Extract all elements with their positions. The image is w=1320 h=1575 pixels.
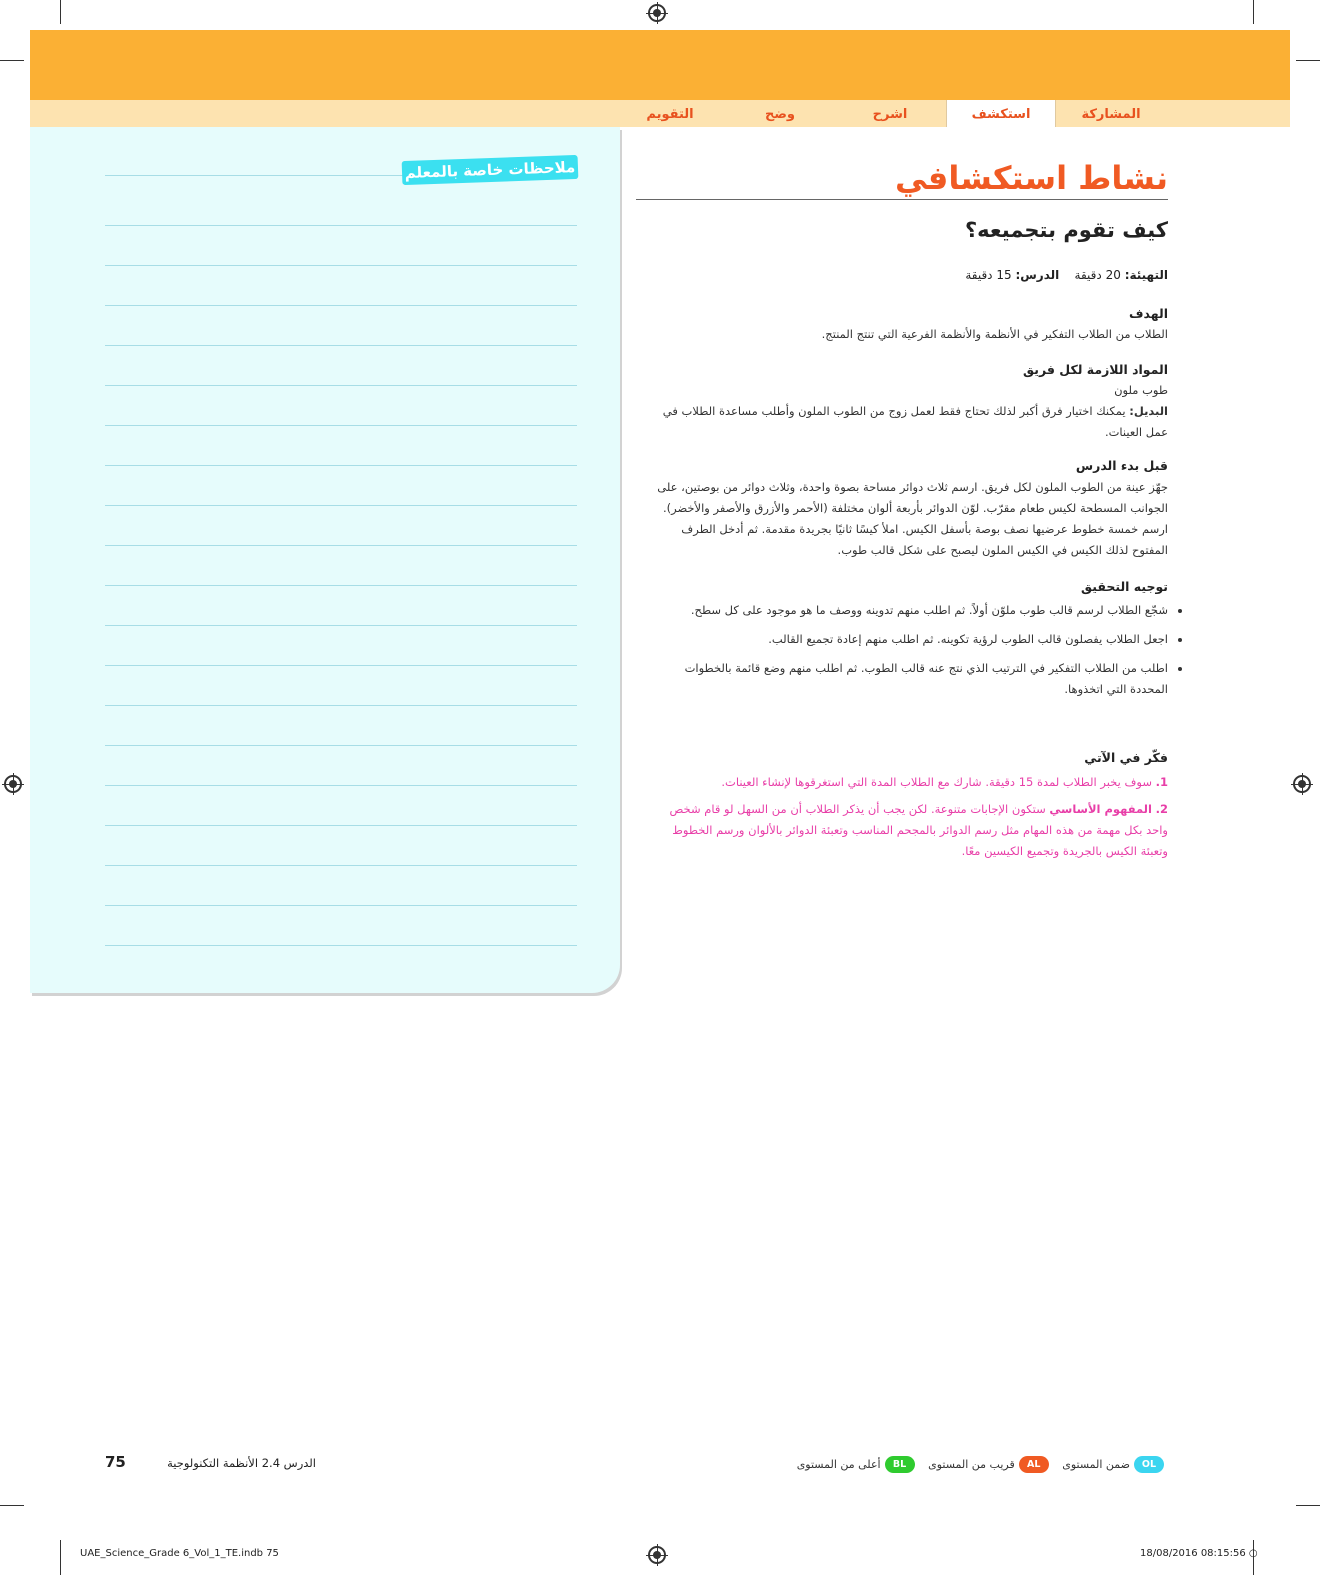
teacher-notes-title: ملاحظات خاصة بالمعلم <box>402 155 579 185</box>
note-line <box>105 585 577 586</box>
tab-evaluate[interactable]: التقويم <box>646 107 694 122</box>
level-ol-label: ضمن المستوى <box>1062 1458 1130 1471</box>
list-item <box>650 772 1168 793</box>
note-line <box>105 705 577 706</box>
file-slug: UAE_Science_Grade 6_Vol_1_TE.indb 75 <box>80 1548 279 1559</box>
list-item: • اطلب من الطلاب التفكير في الترتيب الذي نتج عنه قالب الطوب. ثم اطلب منهم وضع قائمة بالخطوات المحددة التي اتخذوها. <box>650 658 1168 700</box>
note-line <box>105 385 577 386</box>
note-line <box>105 175 405 176</box>
crop-mark <box>1253 0 1254 24</box>
level-bl-label: أعلى من المستوى <box>796 1458 881 1471</box>
list-item <box>650 799 1168 862</box>
activity-question: كيف تقوم بتجميعه؟ <box>965 218 1168 242</box>
print-timestamp: 18/08/2016 08:15:56 ○ <box>1140 1548 1258 1559</box>
crop-mark <box>0 60 24 61</box>
timing-value: 20 دقيقة <box>1074 268 1121 282</box>
note-line <box>105 865 577 866</box>
timing-label: التهيئة: <box>1124 268 1168 282</box>
crop-mark <box>60 1540 61 1575</box>
goal-heading: الهدف <box>1129 306 1168 321</box>
note-line <box>105 345 577 346</box>
activity-title: نشاط استكشافي <box>895 159 1168 197</box>
tab-engage[interactable]: المشاركة <box>1081 107 1141 122</box>
lesson-reference: الدرس 2.4 الأنظمة التكنولوجية <box>167 1456 316 1470</box>
note-line <box>105 505 577 506</box>
note-line <box>105 945 577 946</box>
note-line <box>105 265 577 266</box>
title-divider <box>636 199 1168 200</box>
registration-mark-icon <box>648 4 666 22</box>
note-line <box>105 625 577 626</box>
registration-mark-icon <box>1293 775 1311 793</box>
materials-item: طوب ملون <box>1114 383 1168 397</box>
note-line <box>105 785 577 786</box>
investigation-heading: توجيه التحقيق <box>1080 579 1168 594</box>
item-number: 2. <box>1155 802 1168 816</box>
think-heading: فكّر في الآتي <box>1084 750 1168 765</box>
timing-line <box>640 268 1168 282</box>
item-number: 1. <box>1155 775 1168 789</box>
teacher-notes-panel <box>30 127 620 993</box>
crop-mark <box>60 0 61 24</box>
level-al-badge: AL <box>1019 1456 1049 1473</box>
level-al-label: قريب من المستوى <box>928 1458 1015 1471</box>
crop-mark <box>1296 1505 1320 1506</box>
item-text: سوف يخبر الطلاب لمدة 15 دقيقة. شارك مع الطلاب المدة التي استغرقوها لإنشاء العينات. <box>721 775 1152 789</box>
key-concept-label: المفهوم الأساسي <box>1049 802 1152 816</box>
lesson-time-value: 15 دقيقة <box>965 268 1012 282</box>
header-banner <box>30 30 1290 100</box>
before-lesson-text: جهّز عينة من الطوب الملون لكل فريق. ارسم ثلاث دوائر مساحة بصوة واحدة، وثلاث دوائر من بوصتين، على الجوانب المسطحة لكيس طعام مقرّب. لوّن الدوائر بأربعة ألوان مختلفة (الأحمر والأزرق والأصفر والأخضر). ارسم خمسة خطوط عرضيها نصف بوصة بأسفل الكيس. املأ كيسًا ثانيًا بجريدة مقدمة. ثم أدخل الطرف المفتوح لذلك الكيس في الكيس الملون ليصبح على شكل قالب طوب. <box>657 480 1168 557</box>
materials-heading: المواد اللازمة لكل فريق <box>1023 362 1168 377</box>
level-bl-badge: BL <box>885 1456 915 1473</box>
note-line <box>105 745 577 746</box>
investigation-list <box>650 600 1184 708</box>
note-line <box>105 905 577 906</box>
level-ol-badge: OL <box>1134 1456 1164 1473</box>
registration-mark-icon <box>648 1546 666 1564</box>
crop-mark <box>1296 60 1320 61</box>
list-item: • شجّع الطلاب لرسم قالب طوب ملوّن أولاً. ثم اطلب منهم تدوينه ووصف ما هو موجود على كل سطح. <box>650 600 1168 621</box>
before-lesson-heading: قبل بدء الدرس <box>1075 458 1168 473</box>
alternative-label: البديل: <box>1129 404 1168 418</box>
note-line <box>105 465 577 466</box>
note-line <box>105 225 577 226</box>
think-list <box>650 772 1188 868</box>
crop-mark <box>0 1505 24 1506</box>
level-legend <box>790 1456 1168 1478</box>
alternative-note <box>650 401 1168 443</box>
alternative-text: يمكنك اختيار فرق أكبر لذلك تحتاج فقط لعمل زوج من الطوب الملون وأطلب مساعدة الطلاب في عمل العينات. <box>662 404 1168 439</box>
note-line <box>105 825 577 826</box>
tab-elaborate[interactable]: اشرح <box>872 107 908 122</box>
lesson-time-label: الدرس: <box>1015 268 1060 282</box>
list-item: • اجعل الطلاب يفصلون قالب الطوب لرؤية تكوينه. ثم اطلب منهم إعادة تجميع القالب. <box>650 629 1168 650</box>
item-text: ستكون الإجابات متنوعة. لكن يجب أن يذكر الطلاب أن من السهل لو قام شخص واحد بكل مهمة من هذه المهام مثل رسم الدوائر بالمجحم المناسب وتعبئة الدوائر بالألوان ورسم الخطوط وتعبئة الكيس بالجريدة وتجميع الكيسين معًا. <box>669 802 1168 858</box>
tab-explain[interactable]: وضح <box>764 107 795 122</box>
note-line <box>105 425 577 426</box>
note-line <box>105 665 577 666</box>
registration-mark-icon <box>4 775 22 793</box>
materials-block <box>650 380 1168 443</box>
tab-explore[interactable]: استكشف <box>946 100 1056 127</box>
goal-text: الطلاب من الطلاب التفكير في الأنظمة والأنظمة الفرعية التي تنتج المنتج. <box>821 327 1168 341</box>
page-number: 75 <box>105 1453 126 1471</box>
note-line <box>105 545 577 546</box>
note-line <box>105 305 577 306</box>
